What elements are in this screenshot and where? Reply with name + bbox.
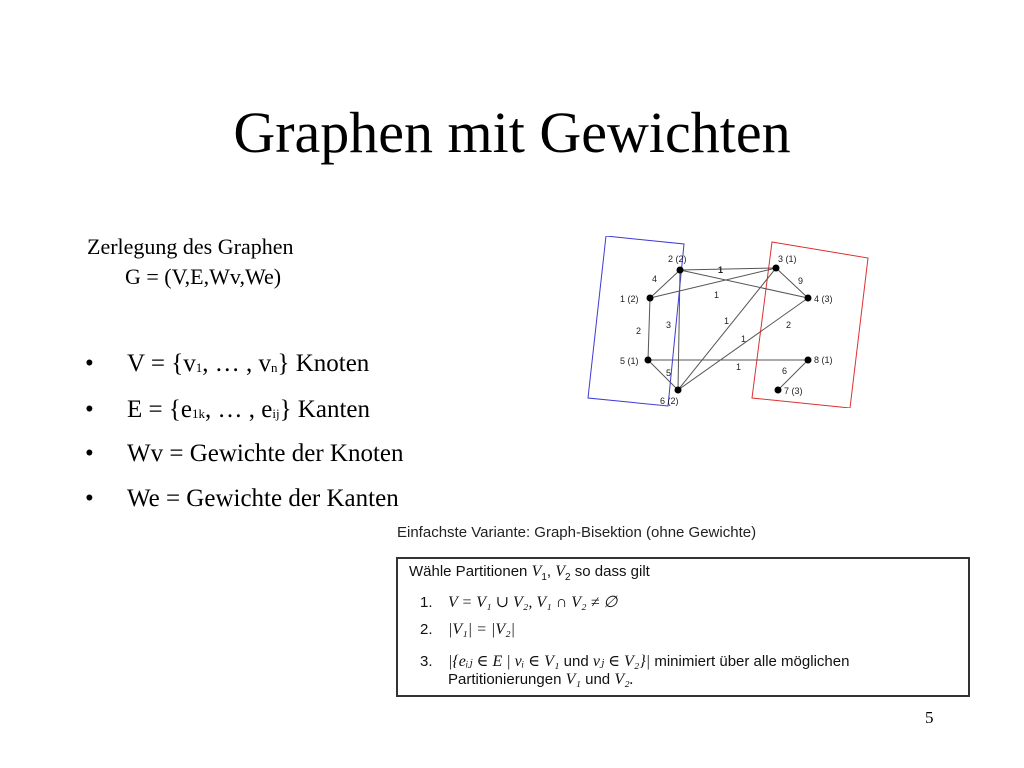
edge-weight-1-2: 4 bbox=[652, 274, 658, 284]
node-label-7: 7 (3) bbox=[784, 386, 803, 396]
page-number: 5 bbox=[925, 708, 934, 727]
edge-2-3 bbox=[680, 268, 776, 270]
edge-1-3 bbox=[650, 268, 776, 298]
condition-3: 3. |{eᵢⱼ ∈ E | vᵢ ∈ V₁ und vⱼ ∈ V₂}| minimiert über alle möglichen Partitionierungen V₁ und V₂. bbox=[420, 653, 850, 688]
condition-3-continuation: Partitionierungen V₁ und V₂. bbox=[448, 671, 634, 688]
edge-weight-2-3: 1 bbox=[718, 265, 724, 275]
edge-weight-3-4: 9 bbox=[798, 276, 804, 286]
intro-line-2: G = (V,E,Wv,We) bbox=[125, 264, 282, 289]
edge-1-5 bbox=[648, 298, 650, 360]
node-7 bbox=[775, 387, 782, 394]
bisection-definition-box bbox=[396, 557, 970, 697]
bullet-symbol: • bbox=[85, 485, 94, 512]
node-8 bbox=[805, 357, 812, 364]
bullet-symbol: • bbox=[85, 440, 94, 467]
bisection-heading: Einfachste Variante: Graph-Bisektion (ohne Gewichte) bbox=[397, 524, 757, 541]
bullet-text: We = Gewichte der Kanten bbox=[127, 485, 399, 512]
node-3 bbox=[773, 265, 780, 272]
edge-weight-2-4: 1 bbox=[714, 290, 720, 300]
bullet-symbol: • bbox=[85, 350, 94, 377]
condition-2: 2. |V₁| = |V₂| bbox=[420, 621, 516, 638]
edge-5-6 bbox=[648, 360, 678, 390]
bullet-text: $E = \{e_{1k}$, … , $e_{ij}$} Kanten bbox=[127, 396, 371, 423]
edge-weight-8-7: 6 bbox=[782, 366, 788, 376]
weighted-graph-diagram bbox=[586, 236, 870, 408]
edge-weight-3-6: 1 bbox=[724, 316, 730, 326]
node-4 bbox=[805, 295, 812, 302]
edge-2-6 bbox=[678, 270, 680, 390]
node-1 bbox=[647, 295, 654, 302]
edge-2-4 bbox=[680, 270, 808, 298]
edge-weight-5-8: 1 bbox=[736, 362, 742, 372]
edge-weight-2-6: 3 bbox=[666, 320, 672, 330]
bullet-text: $V = \{v_1$, … , $v_n$} Knoten bbox=[127, 350, 370, 377]
node-label-1: 1 (2) bbox=[620, 294, 639, 304]
node-label-5: 5 (1) bbox=[620, 356, 639, 366]
node-label-4: 4 (3) bbox=[814, 294, 833, 304]
edge-weight-6-4: 1 bbox=[741, 334, 747, 344]
node-label-8: 8 (1) bbox=[814, 355, 833, 365]
intro-line-1: Zerlegung des Graphen bbox=[87, 234, 294, 259]
slide-title: Graphen mit Gewichten bbox=[233, 100, 791, 165]
edge-4-6 bbox=[678, 298, 808, 390]
edge-weight-4-5: 2 bbox=[786, 320, 792, 330]
edge-weight-5-6: 5 bbox=[666, 368, 672, 378]
node-label-6: 6 (2) bbox=[660, 396, 679, 406]
node-6 bbox=[675, 387, 682, 394]
node-label-3: 3 (1) bbox=[778, 254, 797, 264]
node-label-2: 2 (2) bbox=[668, 254, 687, 264]
bullet-text: Wv = Gewichte der Knoten bbox=[127, 440, 404, 467]
intro-text bbox=[87, 232, 293, 292]
edge-weight-1-5: 2 bbox=[636, 326, 642, 336]
box-intro-line: Wähle Partitionen $V_1$, $V_2$ so dass gilt bbox=[409, 563, 650, 583]
bullet-symbol: • bbox=[85, 396, 94, 423]
node-5 bbox=[645, 357, 652, 364]
condition-1: 1. V = V₁ ∪ V₂, V₁ ∩ V₂ ≠ ∅ bbox=[420, 594, 618, 611]
edge-3-4 bbox=[776, 268, 808, 298]
node-2 bbox=[677, 267, 684, 274]
